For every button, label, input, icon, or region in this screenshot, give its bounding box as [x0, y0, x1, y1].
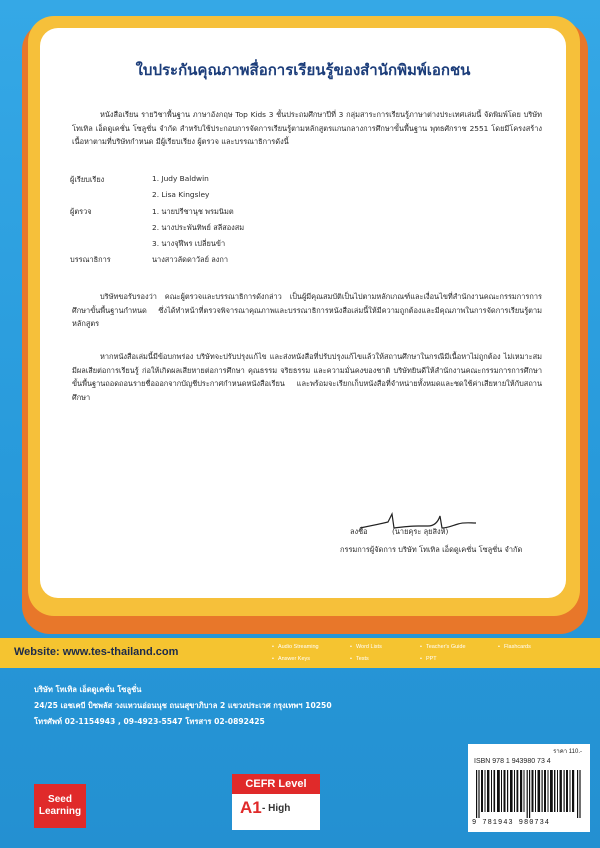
website-bar	[0, 638, 600, 668]
logo-line1: Seed	[48, 794, 72, 805]
cefr-sublevel: - High	[262, 803, 291, 814]
certificate-card	[40, 28, 566, 598]
barcode	[476, 770, 582, 818]
publisher-logo	[34, 784, 86, 828]
credit-name: 1. Judy Baldwin	[152, 174, 209, 183]
paragraph-intro-text: หนังสือเรียน รายวิชาพื้นฐาน ภาษาอังกฤษ Top Kids 3 ชั้นประถมศึกษาปีที่ 3 กลุ่มสาระการเรียนรู้ภาษาต่างประเทศเล่มนี้ จัดพิมพ์โดย บริษัท โทเทิล เอ็ดดูเคชั่น โซลูชั่น จำกัด สำหรับใช้ประกอบการจัดการเรียนรู้ตามหลักสูตรแกนกลางการศึกษาขั้นพื้นฐาน พุทธศักราช 2551 โดยมีโครงสร้างเนื้อหาตามที่บริษัทกำหนด มีผู้เรียบเรียง ผู้ตรวจ และบรรณาธิการดังนี้	[72, 110, 542, 146]
paragraph-warranty	[72, 350, 542, 404]
logo-line2: Learning	[38, 806, 82, 817]
paragraph-intro	[72, 108, 542, 149]
company-phone: โทรศัพท์ 02-1154943 , 09-4923-5547 โทรสาร 02-0892425	[34, 717, 265, 726]
credit-name: 3. นางจุฬีพร เปลี่ยนข้า	[152, 239, 226, 248]
paragraph-certification-text: บริษัทขอรับรองว่า คณะผู้ตรวจและบรรณาธิการดังกล่าว เป็นผู้มีคุณสมบัติเป็นไปตามหลักเกณฑ์และเงื่อนไขที่สำนักงานคณะกรรมการการศึกษาขั้นพื้นฐานกำหนด ซึ่งได้ทำหน้าที่ตรวจพิจารณาคุณภาพและบรรณาธิการหนังสือเล่มนี้ให้มีความถูกต้องและมีคุณภาพในการจัดการเรียนรู้ตามหลักสูตร	[72, 292, 542, 328]
feature-item: • Answer Keys	[272, 656, 310, 662]
signatory-role: กรรมการผู้จัดการ บริษัท โทเทิล เอ็ดดูเคชั่น โซลูชั่น จำกัด	[340, 545, 523, 554]
credit-name: นางสาวลัดดาวัลย์ ลงกา	[152, 255, 229, 264]
barcode-box	[468, 744, 590, 832]
cefr-header: CEFR Level	[232, 774, 320, 794]
sign-label: ลงชื่อ	[350, 527, 368, 536]
company-name: บริษัท โทเทิล เอ็ดดูเคชั่น โซลูชั่น	[34, 685, 142, 694]
feature-item: • Audio Streaming	[272, 644, 319, 650]
feature-item: • Tests	[350, 656, 369, 662]
credit-role: ผู้ตรวจ	[70, 207, 92, 216]
price-label: ราคา 110.-	[553, 749, 582, 755]
barcode-number: 9 781943 980734	[472, 819, 551, 827]
certificate-title: ใบประกันคุณภาพสื่อการเรียนรู้ของสำนักพิมพ์เอกชน	[135, 61, 471, 79]
credit-name: 2. นางประพันทิพย์ สลีสองสม	[152, 223, 245, 232]
feature-item: • Word Lists	[350, 644, 382, 650]
feature-item: • PPT	[420, 656, 437, 662]
credit-role: บรรณาธิการ	[70, 255, 111, 264]
isbn-text: ISBN 978 1 943980 73 4	[474, 758, 551, 765]
credit-role: ผู้เรียบเรียง	[70, 175, 105, 184]
website-url: Website: www.tes-thailand.com	[14, 646, 179, 658]
cefr-level-box	[232, 794, 320, 830]
credit-name: 1. นายปรีชานุช พรมนิมต	[152, 207, 234, 216]
paragraph-certification	[72, 290, 542, 331]
cefr-level: A1	[240, 798, 262, 817]
credit-name: 2. Lisa Kingsley	[152, 190, 210, 199]
cefr-badge	[232, 774, 320, 830]
signatory-name: (นายคุระ ลุยสิงห์)	[392, 527, 449, 536]
company-address: 24/25 เอชเคบี บิซพลัส วงแหวนอ่อนนุช ถนนสุขาภิบาล 2 แขวงประเวศ กรุงเทพฯ 10250	[34, 701, 332, 710]
feature-item: • Flashcards	[498, 644, 531, 650]
paragraph-warranty-text: หากหนังสือเล่มนี้มีข้อบกพร่อง บริษัทจะปรับปรุงแก้ไข และส่งหนังสือที่ปรับปรุงแก้ไขแล้วให้สถานศึกษาในกรณีมีเนื้อหาไม่ถูกต้อง ไม่เหมาะสม มีผลเสียต่อการเรียนรู้ ก่อให้เกิดผลเสียหายต่อการศึกษา คุณธรรม จริยธรรม และความมั่นคงของชาติ บริษัทยินดีให้สำนักงานคณะกรรมการการศึกษาขั้นพื้นฐานถอดถอนรายชื่อออกจากบัญชีประกาศกำหนดหนังสือเรียน และพร้อมจะเรียกเก็บหนังสือที่จำหน่ายทั้งหมดและชดใช้ค่าเสียหายให้กับสถานศึกษา	[72, 352, 542, 402]
feature-item: • Teacher's Guide	[420, 644, 466, 650]
